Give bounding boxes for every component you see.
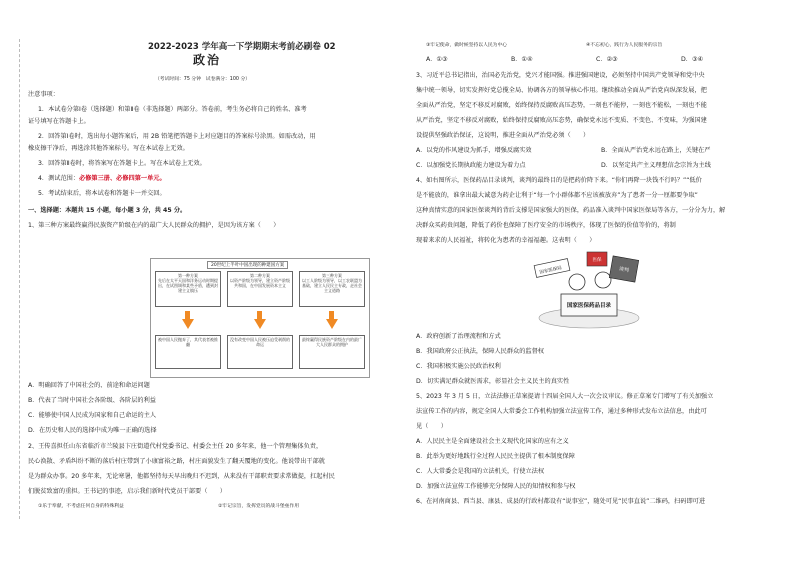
- q4-stem-line: 这种真情实意的国家医保谈判的背后支撑是国家强大的医保，药品准入谈判中国家医保局等各方，一分分为力，解: [416, 207, 726, 214]
- exam-meta: （考试时间：75 分钟 试卷满分：100 分）: [155, 77, 251, 82]
- q1-option: C．能够使中国人民成为国家和自己命运的主人: [28, 412, 157, 419]
- q2-choice: ④不忘初心，践行为人民服务的宗旨: [586, 43, 663, 48]
- down-arrow-icon: [254, 319, 266, 329]
- q6-stem-line: 6、在河南商县、西当县、康县、成县的行政村都设有“说事室”，随处可见“民事直说”二维码，扫码即可进: [416, 498, 706, 505]
- down-arrow-icon: [326, 319, 338, 329]
- plan-result-box: 最终赢得民族资产阶级在内的最广大人民群众的拥护: [299, 335, 365, 369]
- down-arrow-icon: [257, 311, 262, 319]
- note-line-scope: [38, 175, 166, 183]
- plan-label: 第二种方案: [250, 273, 270, 278]
- question-1-stem: 1、第三种方案最终赢得民族资产阶级在内的最广大人民群众的拥护，是因为该方案（ ）: [28, 222, 280, 229]
- cartoon-banner-text: 国家医保药品目录: [566, 303, 612, 309]
- plan-box: [155, 271, 221, 307]
- q1-plans-diagram: [150, 258, 370, 378]
- q5-option: C．人大常委会是我国的立法机关，行使立法权: [416, 468, 545, 475]
- q1-option: D．在历史和人民的选择中成为唯一正确的选择: [28, 427, 157, 434]
- q1-option: A．明确回答了中国社会的、前途和命运问题: [28, 382, 150, 389]
- q4-option: B．我国政府公正执法，保障人民群众的监督权: [416, 348, 544, 355]
- note-line: 1．本试卷分第Ⅰ卷（选择题）和第Ⅱ卷（非选择题）两部分。答卷前，考生务必将自己的姓名、准考: [38, 106, 307, 113]
- down-arrow-icon: [182, 319, 194, 329]
- q4-stem-line: 现着来求的人民福祉，将转化为患者的幸福福趣。这表明（ ）: [416, 237, 596, 244]
- q4-stem-line: 决群众买药贵问题，降低了药价也保障了医疗安全的市场秩序，体现了医保的价值等价的，将制: [416, 222, 676, 229]
- q2-answer: B．①④: [511, 56, 533, 63]
- q3-stem-line: 设提供坚强政治保证，这说明，推进全面从严治党必须（ ）: [416, 132, 590, 139]
- q3-option: C．以加强党长期执政能力建设为着力点: [416, 162, 526, 169]
- cartoon-person-head: [569, 274, 585, 290]
- q5-stem-line: 5、2023 年 3 月 5 日，立法法修正草案提请十四届全国人大一次会议审议。修正草案专门增写了有关加强立: [416, 393, 714, 400]
- q3-option: B．全面从严治党永远在路上，关键在严: [601, 147, 711, 154]
- diagram-title: 20世纪上半叶中国出现的种建国方案: [207, 261, 288, 269]
- page-binding-edge: [19, 39, 23, 519]
- q5-option: B．此举为更好地践行全过程人民民主提供了根本制度保障: [416, 453, 575, 460]
- q4-stem-line: 是不能放的，谁拿出最大诚意为药企让利于“每一个小群体都不应该被放弃”为了患者一分一厘都要争取”: [416, 192, 698, 199]
- plan-text: 以资产阶级为领导，建立资产阶级共和国，在中国发展资本主义: [230, 278, 290, 288]
- note-line: 证号填写在答题卡上。: [28, 118, 90, 125]
- q3-stem-line: 3、习近平总书记指出，治国必先治党，党兴才能国强。推进强国建设，必须坚持中国共产党领导和党中央: [416, 72, 705, 79]
- note-scope-highlight: 必修第三册、必修四第一单元。: [79, 175, 166, 182]
- note-line: 2．回答第Ⅰ卷时，选出每小题答案后，用 2B 铅笔把答题卡上对应题目的答案标号涂黑。如需改动，用: [38, 133, 316, 140]
- q4-option: D．切实满足群众就医需求，彰显社会主义民主的真实性: [416, 378, 570, 385]
- notes-heading: 注意事项：: [28, 91, 59, 98]
- q4-option: A．政府创新了治理流程和方式: [416, 333, 501, 340]
- q5-stem-line: 法宣传工作的内容，规定全国人大常委会工作机构加强立法宣传工作，通过多种形式发布立法信息，由此可: [416, 408, 707, 415]
- plan-text: 先后在太平天国和洋务运动时期提出，在试图调和某些矛盾，遭到封建主义镇压: [158, 278, 218, 293]
- plan-label: 第一种方案: [178, 273, 198, 278]
- plan-box: [299, 271, 365, 307]
- section-heading: 一、选择题：本题共 15 小题，每小题 3 分，共 45 分。: [28, 207, 187, 214]
- q5-stem-line: 见（ ）: [416, 423, 447, 430]
- q3-stem-line: 集中统一领导，切实发挥好党总揽全局、协调各方的领导核心作用。继续推动全面从严治党向纵深发展，把: [416, 87, 707, 94]
- q2-stem-line: 们脱贫致富的重担。王书记的事迹，启示我们新时代党员干部要（ ）: [28, 488, 226, 495]
- q2-answer: C．②③: [596, 56, 618, 63]
- note-line: 5．考试结束后，将本试卷和答题卡一并交回。: [38, 190, 166, 197]
- q2-stem-line: 2、王传喜担任山东省临沂市兰陵县卞庄街道代村党委书记、村委会主任 20 多年来，他一个管理集体负责，: [28, 443, 323, 450]
- cartoon-sign-text: 国家医保局: [539, 266, 563, 276]
- note-line: 3．回答第Ⅱ卷时，将答案写在答题卡上。写在本试卷上无效。: [38, 160, 206, 167]
- q2-stem-line: 是为群众办事。20 多年来，无论寒暑，他都坚持每天早出晚归不迟到，从来没有干部职责要求常做提，扛起村民: [28, 473, 335, 480]
- q5-option: A．人民民主是全面建设社会主义现代化国家的应有之义: [416, 438, 569, 445]
- q3-option: A．以党的作风建设为抓手，增强反腐实效: [416, 147, 532, 154]
- q2-answer: D．③④: [681, 56, 704, 63]
- q3-option: D．以坚定共产主义理想信念宗旨为主线: [601, 162, 711, 169]
- plan-box: [227, 271, 293, 307]
- cartoon-person-head: [595, 272, 611, 288]
- down-arrow-icon: [329, 311, 334, 319]
- exam-title: 2022-2023 学年高一下学期期末考前必刷卷 02: [148, 42, 336, 52]
- q2-stem-line: 民心涣散、矛盾纠纷不断的落后村庄带到了小康富裕之路，村庄面貌发生了翻天覆地的变化。他说带出干部就: [28, 458, 325, 465]
- q3-stem-line: 全面从严治党，坚定不移反对腐败，始终保持反腐败高压态势，一刻也不能停，一刻也不能松，一刻也不能: [416, 102, 707, 109]
- plan-label: 第三种方案: [322, 273, 342, 278]
- q1-option: B．代表了当时中国社会各阶级、各阶层的利益: [28, 397, 156, 404]
- plan-result-box: 没有改变中国人民被压迫受剥削的命运: [227, 335, 293, 369]
- q2-choice: ③牢记使命，做时候坚持以人民为中心: [426, 43, 508, 48]
- note-line: 橡皮擦干净后，再选涂其他答案标号。写在本试卷上无效。: [28, 145, 189, 152]
- medicine-negotiation-cartoon: [531, 248, 646, 332]
- cartoon-medicine-text: 谈判: [618, 266, 630, 274]
- down-arrow-icon: [185, 311, 190, 319]
- plan-text: 以工人阶级为领导，以工农联盟为基础，建立人民民主专政，走社会主义道路: [302, 278, 362, 293]
- plan-result-box: 被中国人民抛弃了，其代表者被推翻: [155, 335, 221, 369]
- q4-stem-line: 4、如右图所示，医保药品目录谈判，谈判的最终目的是把药价降下来。“你们再降一块钱不行吗？”“低价: [416, 177, 702, 184]
- q2-choice: ①乐于奉献，不考虑任何自身的特殊利益: [38, 504, 124, 509]
- subject-title: 政治: [193, 53, 222, 67]
- q2-choice: ②牢记宗旨，发挥党员的战斗堡垒作用: [218, 504, 300, 509]
- note-scope-prefix: 4．测试范围：: [38, 175, 80, 182]
- q4-option: C．我国积极实施公民政治权利: [416, 363, 501, 370]
- q2-answer: A．①③: [426, 56, 448, 63]
- cartoon-badge-text: 医保: [592, 258, 602, 263]
- q3-stem-line: 从严治党，坚定不移反对腐败，始终保持反腐败高压态势，确保党永远不变质、不变色、不变味，为强国建: [416, 117, 707, 124]
- q5-option: D．加强立法宣传工作能够充分保障人民的知情权和参与权: [416, 483, 576, 490]
